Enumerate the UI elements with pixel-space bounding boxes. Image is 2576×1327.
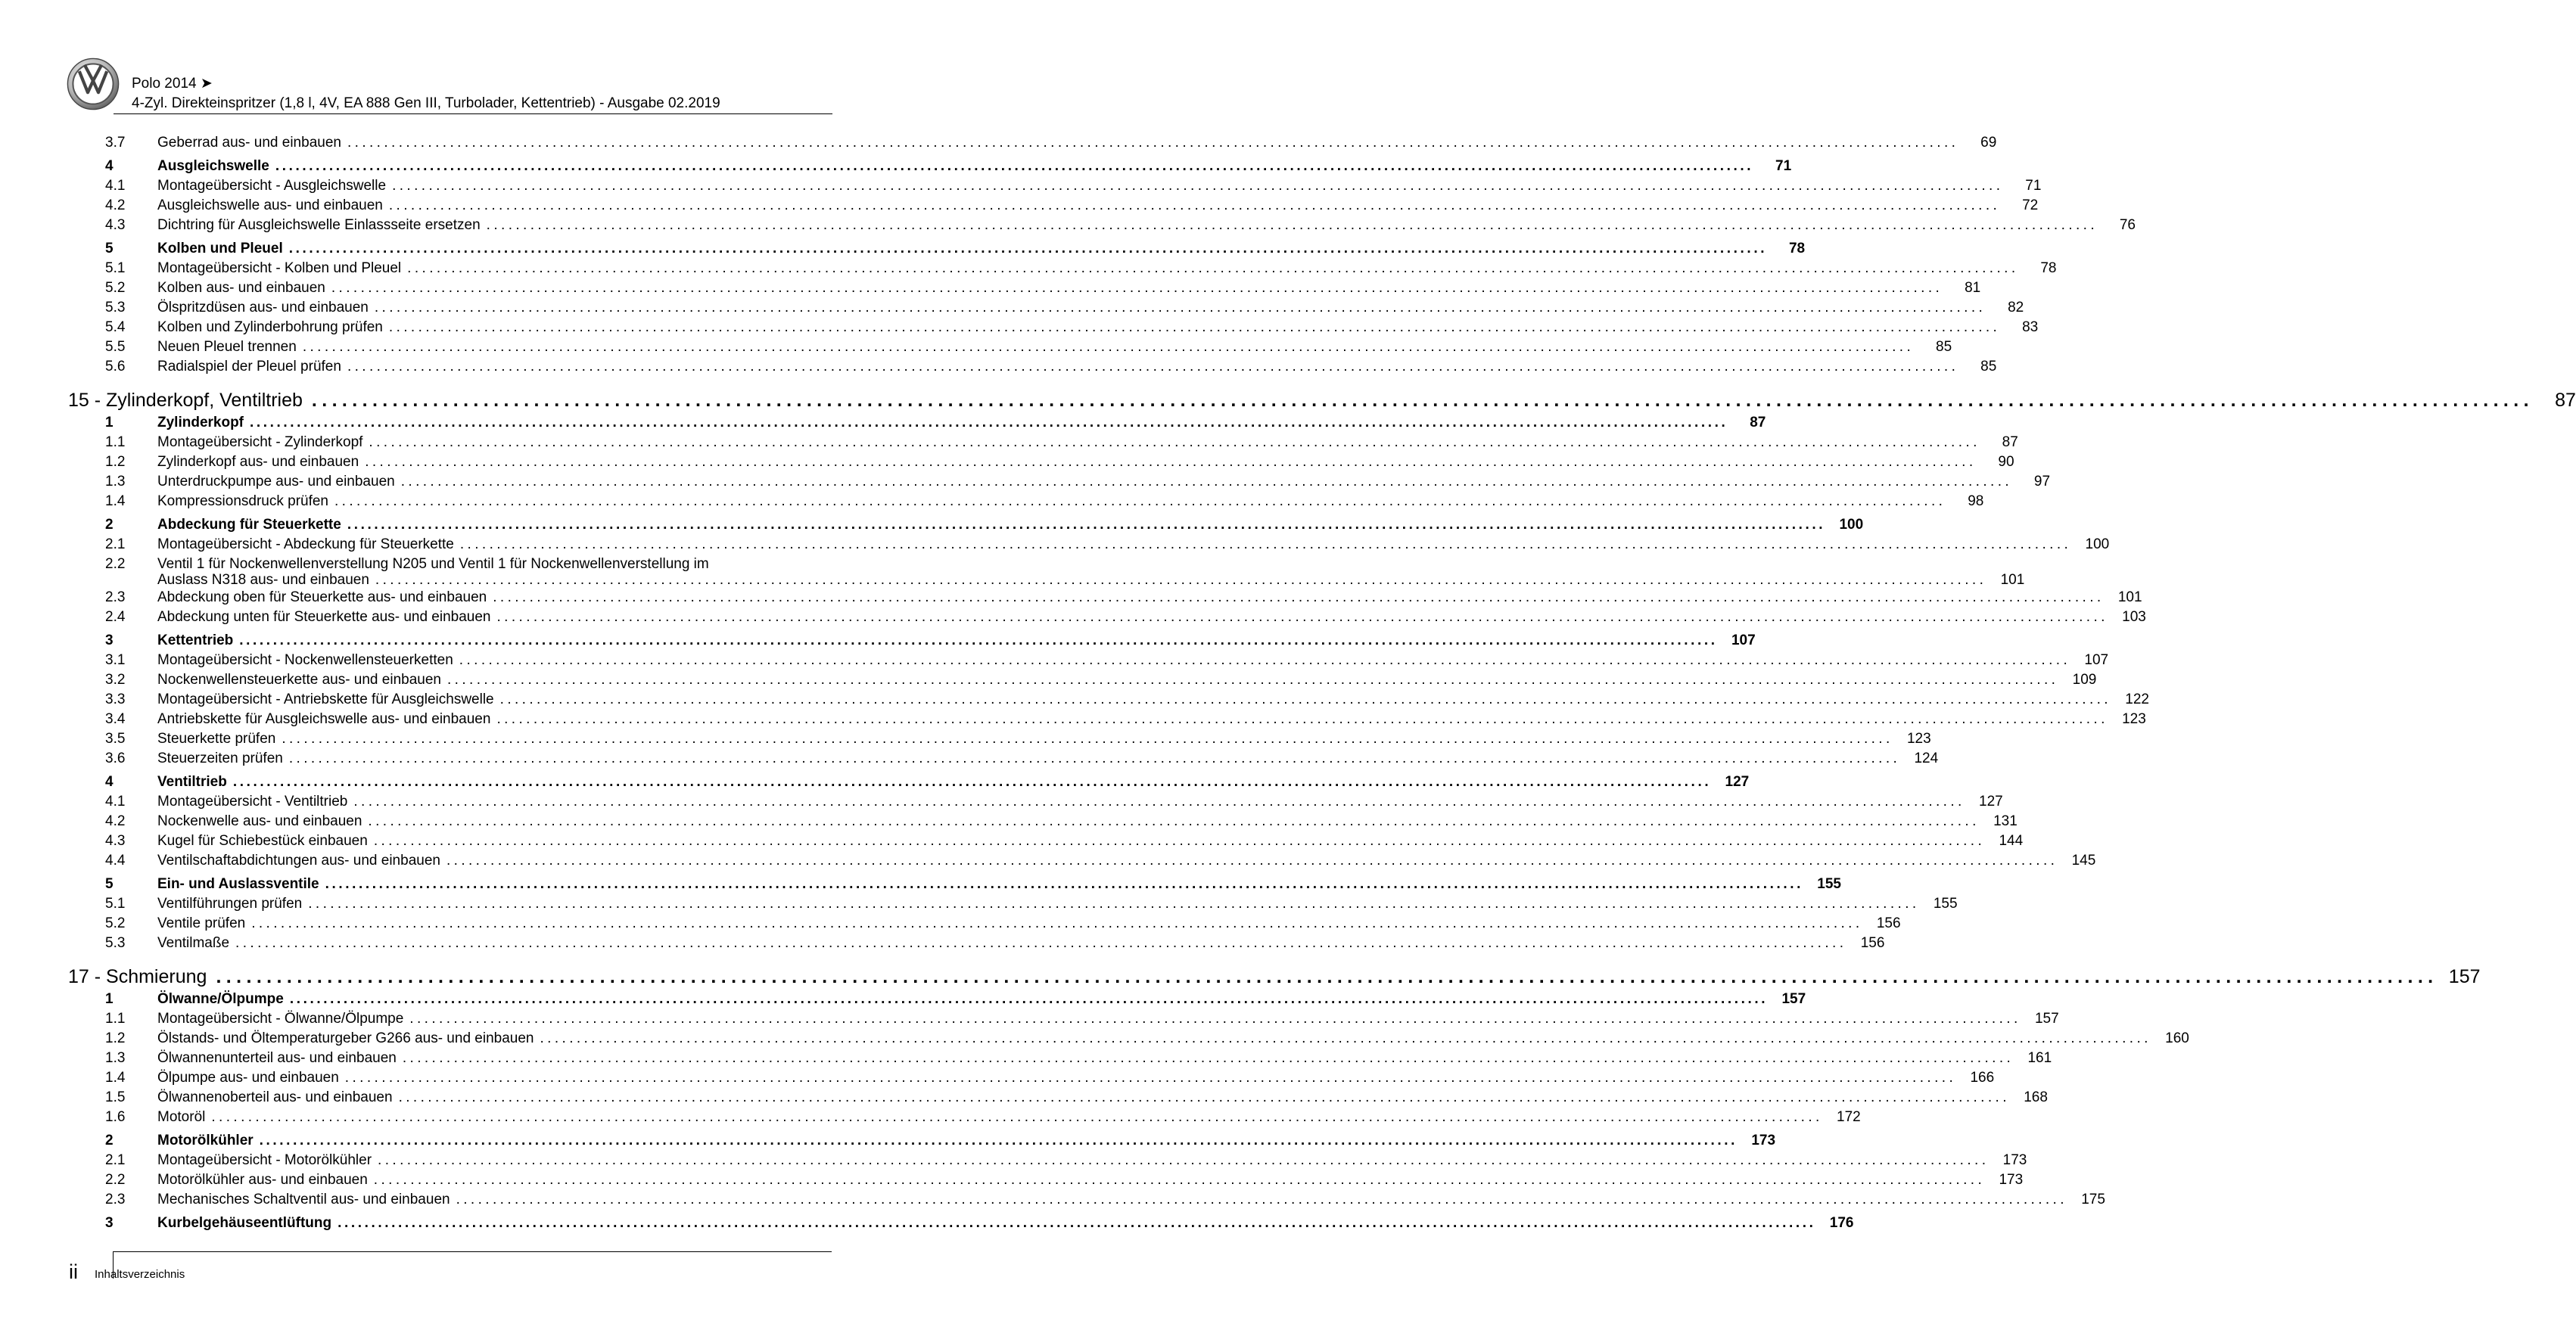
toc-number: 3.3 [105,691,126,707]
toc-leader-dots: ............................................................................................................................................................................................................................ [353,794,1965,810]
toc-leader-dots: ............................................................................................................................................................................................................................ [446,672,2059,688]
toc-leader-dots: ............................................................................................................................................................................................................................ [308,896,1920,912]
toc-title: Ventiltrieb [157,774,227,790]
toc-subsection[interactable] [105,589,2142,606]
toc-title: Montageübersicht - Ausgleichswelle [157,178,387,194]
toc-leader-dots: ............................................................................................................................................................................................................................ [239,632,1718,648]
toc-title: Ausgleichswelle aus- und einbauen [157,197,383,213]
toc-page-number: 156 [1860,935,1885,951]
toc-title: Ölpumpe aus- und einbauen [157,1070,339,1086]
toc-leader-dots: ............................................................................................................................................................................................................................ [250,415,1728,430]
toc-subsection[interactable] [105,217,2136,234]
toc-title: Ventil 1 für Nockenwellenverstellung N205 und Ventil 1 für Nockenwellenverstellung im [157,556,709,572]
toc-leader-dots: ............................................................................................................................................................................................................................ [486,217,2098,233]
toc-number: 3.7 [105,135,126,151]
toc-page-number: 131 [1993,813,2018,829]
toc-title: Montageübersicht - Antriebskette für Ausgleichswelle [157,691,494,707]
toc-title: Abdeckung unten für Steuerkette aus- und einbauen [157,609,491,625]
toc-leader-dots: ............................................................................................................................................................................................................................ [347,135,1959,151]
toc-title: Abdeckung oben für Steuerkette aus- und einbauen [157,589,487,605]
toc-leader-dots: ............................................................................................................................................................................................................................ [496,711,2108,727]
header-subtitle: 4-Zyl. Direkteinspritzer (1,8 l, 4V, EA 888 Gen III, Turbolader, Kettentrieb) - Ausgabe 02.2019 [132,95,720,111]
toc-subsection[interactable] [105,1172,2024,1189]
toc-subsection[interactable] [105,1109,1861,1126]
toc-number: 4.4 [105,853,126,869]
toc-leader-dots: ............................................................................................................................................................................................................................ [459,652,2071,668]
toc-leader-dots: ............................................................................................................................................................................................................................ [259,1133,1738,1148]
toc-section[interactable] [105,415,1766,431]
toc-chapter[interactable] [68,389,2576,412]
toc-title: Motorölkühler [157,1133,254,1148]
toc-number: 3 [105,1215,114,1231]
toc-leader-dots: ............................................................................................................................................................................................................................ [392,178,2004,194]
toc-section[interactable] [105,991,1806,1008]
toc-title: Kettentrieb [157,632,234,648]
toc-chapter-title: 17 - Schmierung [68,966,207,987]
vw-logo-icon [67,57,120,110]
toc-leader-dots: ............................................................................................................................................................................................................................ [251,915,1863,931]
toc-number: 5.2 [105,915,126,931]
toc-title: Motorölkühler aus- und einbauen [157,1172,368,1188]
toc-subsection[interactable] [105,1152,2027,1169]
toc-leader-dots: ............................................................................................................................................................................................................................ [311,390,2534,411]
toc-subsection[interactable] [105,711,2146,728]
toc-title: Antriebskette für Ausgleichswelle aus- und einbauen [157,711,491,727]
toc-leader-dots: ............................................................................................................................................................................................................................ [288,241,1768,256]
toc-subsection[interactable] [105,915,1901,932]
toc-leader-dots: ............................................................................................................................................................................................................................ [409,1011,2021,1027]
toc-leader-dots: ............................................................................................................................................................................................................................ [402,1050,2014,1066]
toc-page-number: 90 [1998,454,2014,470]
toc-leader-dots: ............................................................................................................................................................................................................................ [288,751,1901,766]
toc-leader-dots: ............................................................................................................................................................................................................................ [302,339,1915,355]
toc-title-continued: Auslass N318 aus- und einbauen [157,572,369,588]
toc-leader-dots: ............................................................................................................................................................................................................................ [344,1070,1957,1086]
toc-leader-dots: ............................................................................................................................................................................................................................ [232,774,1712,790]
toc-subsection[interactable] [105,1070,1995,1086]
toc-subsection[interactable] [105,556,835,573]
toc-number: 3.1 [105,652,126,668]
toc-title: Ölspritzdüsen aus- und einbauen [157,300,369,315]
toc-subsection[interactable] [105,1192,2105,1208]
toc-number: 5.5 [105,339,126,355]
toc-number: 1.4 [105,493,126,509]
toc-page-number: 123 [1906,731,1931,747]
toc-leader-dots: ............................................................................................................................................................................................................................ [368,813,1980,829]
toc-page-number: 87 [2002,434,2018,450]
toc-page-number: 157 [1781,991,1806,1007]
toc-title: Neuen Pleuel trennen [157,339,297,355]
toc-title: Motoröl [157,1109,206,1125]
toc-title: Ventilmaße [157,935,230,951]
toc-number: 4.2 [105,813,126,829]
toc-title: Zylinderkopf aus- und einbauen [157,454,359,470]
toc-subsection[interactable] [105,260,2057,277]
toc-number: 4.1 [105,178,126,194]
toc-page-number: 87 [2555,390,2576,411]
toc-title: Nockenwellensteuerkette aus- und einbauen [157,672,441,688]
toc-title: Geberrad aus- und einbauen [157,135,341,151]
toc-leader-dots: ............................................................................................................................................................................................................................ [493,589,2105,605]
toc-page-number: 176 [1829,1215,1854,1231]
toc-subsection[interactable] [105,935,1885,952]
toc-page-number: 85 [1980,359,1997,374]
toc-subsection[interactable] [105,794,2003,810]
toc-page-number: 107 [1731,632,1756,648]
toc-section[interactable] [105,876,1841,893]
toc-number: 5.3 [105,300,126,315]
toc-number: 1.3 [105,474,126,489]
toc-subsection[interactable] [105,280,1981,297]
toc-title: Zylinderkopf [157,415,244,430]
toc-page-number: 109 [2072,672,2097,688]
toc-subsection[interactable] [105,536,2110,553]
toc-title: Ventile prüfen [157,915,246,931]
toc-title: Ölstands- und Öltemperaturgeber G266 aus- und einbauen [157,1030,534,1046]
footer-label: Inhaltsverzeichnis [95,1268,185,1281]
toc-number: 5.1 [105,260,126,276]
toc-number: 1.5 [105,1089,126,1105]
toc-leader-dots: ............................................................................................................................................................................................................................ [496,609,2108,625]
toc-leader-dots: ............................................................................................................................................................................................................................ [456,1192,2067,1207]
toc-number: 3 [105,632,114,648]
toc-title: Steuerzeiten prüfen [157,751,283,766]
toc-leader-dots: ............................................................................................................................................................................................................................ [446,853,2058,869]
toc-page-number: 81 [1965,280,1981,296]
toc-title: Ventilführungen prüfen [157,896,303,912]
toc-number: 4.3 [105,833,126,849]
toc-subsection[interactable] [105,833,2024,850]
toc-page-number: 101 [2117,589,2142,605]
toc-subsection[interactable] [105,493,1984,510]
toc-number: 3.5 [105,731,126,747]
toc-subsection[interactable] [105,1011,2059,1027]
toc-leader-dots: ............................................................................................................................................................................................................................ [331,280,1943,296]
toc-title: Unterdruckpumpe aus- und einbauen [157,474,395,489]
toc-number: 5.3 [105,935,126,951]
toc-page-number: 72 [2022,197,2039,213]
toc-title: Ventilschaftabdichtungen aus- und einbauen [157,853,440,869]
toc-subsection[interactable] [105,691,2149,708]
toc-leader-dots: ............................................................................................................................................................................................................................ [347,517,1826,533]
toc-leader-dots: ............................................................................................................................................................................................................................ [459,536,2072,552]
toc-page-number: 97 [2033,474,2051,489]
toc-leader-dots: ............................................................................................................................................................................................................................ [275,158,1754,174]
toc-subsection[interactable] [105,339,1952,356]
toc-chapter[interactable] [68,965,2481,988]
toc-page-number: 71 [1775,158,1792,174]
toc-number: 2.2 [105,556,126,572]
toc-page-number: 69 [1980,135,1997,151]
toc-subsection[interactable] [105,672,2097,688]
toc-title: Nockenwelle aus- und einbauen [157,813,362,829]
toc-title: Kompressionsdruck prüfen [157,493,328,509]
toc-page-number: 156 [1876,915,1901,931]
toc-number: 3.4 [105,711,126,727]
toc-page-number: 157 [2448,966,2481,987]
toc-number: 1 [105,415,114,430]
toc-number: 1.1 [105,1011,126,1027]
toc-number: 4.1 [105,794,126,810]
toc-title: Ölwanne/Ölpumpe [157,991,284,1007]
toc-page-number: 173 [2002,1152,2027,1168]
toc-number: 2.1 [105,536,126,552]
toc-section[interactable] [105,1215,1854,1232]
toc-leader-dots: ............................................................................................................................................................................................................................ [325,876,1803,892]
toc-leader-dots: ............................................................................................................................................................................................................................ [347,359,1959,374]
toc-number: 4 [105,774,114,790]
toc-title: Ölwannenunterteil aus- und einbauen [157,1050,397,1066]
toc-subsection[interactable] [105,853,2096,869]
toc-leader-dots: ............................................................................................................................................................................................................................ [388,319,2001,335]
toc-number: 1.2 [105,1030,126,1046]
toc-number: 1.1 [105,434,126,450]
toc-section[interactable] [105,632,1756,649]
toc-number: 2.3 [105,589,126,605]
toc-section[interactable] [105,517,1864,533]
toc-subsection[interactable] [105,197,2039,214]
toc-number: 4.3 [105,217,126,233]
toc-title: Montageübersicht - Ventiltrieb [157,794,348,810]
toc-page-number: 155 [1933,896,1958,912]
toc-page-number: 155 [1817,876,1841,892]
toc-number: 5.2 [105,280,126,296]
toc-number: 5 [105,876,114,892]
toc-title: Kolben und Pleuel [157,241,283,256]
toc-page-number: 85 [1936,339,1952,355]
toc-page-number: 107 [2084,652,2109,668]
toc-title: Montageübersicht - Abdeckung für Steuerkette [157,536,454,552]
toc-page-number: 127 [1979,794,2003,810]
toc-section[interactable] [105,158,1792,175]
toc-title: Radialspiel der Pleuel prüfen [157,359,341,374]
toc-subsection[interactable] [105,652,2109,669]
toc-title: Dichtring für Ausgleichswelle Einlassseite ersetzen [157,217,481,233]
header-model: Polo 2014 ➤ [132,76,213,92]
toc-leader-dots: ............................................................................................................................................................................................................................ [282,731,1893,747]
toc-leader-dots: ............................................................................................................................................................................................................................ [369,434,1980,450]
toc-subsection[interactable] [105,1089,2048,1106]
toc-page-number: 124 [1914,751,1939,766]
toc-page-number: 76 [2119,217,2136,233]
toc-page-number: 172 [1837,1109,1861,1125]
toc-subsection[interactable] [105,178,2042,194]
toc-leader-dots: ............................................................................................................................................................................................................................ [388,197,2001,213]
toc-page-number: 166 [1970,1070,1995,1086]
toc-number: 2.2 [105,1172,126,1188]
toc-chapter-title: 15 - Zylinderkopf, Ventiltrieb [68,390,303,411]
toc-title: Abdeckung für Steuerkette [157,517,341,533]
toc-page-number: 71 [2025,178,2042,194]
toc-leader-dots: ............................................................................................................................................................................................................................ [407,260,2019,276]
toc-subsection[interactable] [105,609,2146,626]
toc-subsection[interactable] [105,300,2024,316]
toc-number: 2 [105,517,114,533]
toc-number: 3.6 [105,751,126,766]
toc-number: 1.6 [105,1109,126,1125]
toc-page-number: 123 [2122,711,2146,727]
toc-title: Mechanisches Schaltventil aus- und einbauen [157,1192,450,1207]
toc-page-number: 175 [2081,1192,2105,1207]
toc-title: Montageübersicht - Motorölkühler [157,1152,372,1168]
toc-leader-dots: ............................................................................................................................................................................................................................ [398,1089,2010,1105]
toc-leader-dots: ............................................................................................................................................................................................................................ [338,1215,1816,1231]
toc-title: Kolben und Zylinderbohrung prüfen [157,319,383,335]
toc-page-number: 82 [2008,300,2024,315]
toc-title: Montageübersicht - Zylinderkopf [157,434,363,450]
toc-leader-dots: ............................................................................................................................................................................................................................ [334,493,1946,509]
toc-page-number: 122 [2125,691,2149,707]
toc-subsection[interactable] [105,474,2051,490]
toc-subsection[interactable] [105,434,2018,451]
toc-number: 2.1 [105,1152,126,1168]
toc-page-number: 78 [2040,260,2057,276]
toc-leader-dots: ............................................................................................................................................................................................................................ [374,300,1986,315]
toc-leader-dots: ............................................................................................................................................................................................................................ [289,991,1769,1007]
toc-subsection[interactable] [105,896,1958,912]
toc-number: 1.2 [105,454,126,470]
toc-subsection[interactable] [105,135,1997,151]
toc-page-number: 145 [2071,853,2096,869]
toc-number: 1.3 [105,1050,126,1066]
toc-title: Montageübersicht - Nockenwellensteuerketten [157,652,453,668]
toc-page-number: 87 [1750,415,1766,430]
toc-title: Ölwannenoberteil aus- und einbauen [157,1089,393,1105]
toc-page-number: 101 [2000,572,2025,588]
toc-page-number: 173 [1999,1172,2024,1188]
toc-title: Ausgleichswelle [157,158,269,174]
toc-subsection[interactable] [105,731,1931,747]
toc-page-number: 100 [2085,536,2110,552]
toc-title: Kolben aus- und einbauen [157,280,325,296]
toc-number: 2.3 [105,1192,126,1207]
toc-number: 5.4 [105,319,126,335]
toc-page-number: 168 [2024,1089,2048,1105]
toc-subsection[interactable] [105,751,1939,767]
toc-page-number: 161 [2027,1050,2052,1066]
toc-section[interactable] [105,1133,1776,1149]
toc-page-number: 103 [2122,609,2146,625]
toc-leader-dots: ............................................................................................................................................................................................................................ [400,474,2013,489]
toc-page-number: 173 [1751,1133,1776,1148]
toc-number: 1.4 [105,1070,126,1086]
toc-leader-dots: ............................................................................................................................................................................................................................ [378,1152,1990,1168]
toc-number: 2 [105,1133,114,1148]
toc-title: Montageübersicht - Ölwanne/Ölpumpe [157,1011,404,1027]
toc-section[interactable] [105,774,1750,791]
toc-page-number: 157 [2034,1011,2059,1027]
toc-leader-dots: ............................................................................................................................................................................................................................ [373,1172,1986,1188]
toc-leader-dots: ............................................................................................................................................................................................................................ [375,572,1987,588]
toc-title: Steuerkette prüfen [157,731,276,747]
toc-number: 3.2 [105,672,126,688]
toc-number: 4 [105,158,114,174]
toc-number: 5.1 [105,896,126,912]
toc-subsection[interactable] [105,1030,2189,1047]
toc-subsection[interactable] [105,359,1997,375]
toc-page-number: 98 [1968,493,1984,509]
toc-number: 4.2 [105,197,126,213]
toc-leader-dots: ............................................................................................................................................................................................................................ [235,935,1847,951]
toc-page-number: 78 [1788,241,1806,256]
toc-leader-dots: ............................................................................................................................................................................................................................ [373,833,1986,849]
toc-number: 1 [105,991,114,1007]
toc-page-number: 144 [1999,833,2024,849]
toc-title: Montageübersicht - Kolben und Pleuel [157,260,402,276]
header-divider [114,113,832,114]
toc-subsection[interactable] [105,813,2018,830]
toc-leader-dots: ............................................................................................................................................................................................................................ [216,966,2438,987]
toc-number: 2.4 [105,609,126,625]
toc-leader-dots: ............................................................................................................................................................................................................................ [499,691,2111,707]
toc-page-number: 83 [2022,319,2039,335]
toc-subsection-continuation[interactable] [105,572,2025,589]
toc-title: Kugel für Schiebestück einbauen [157,833,368,849]
toc-subsection[interactable] [105,319,2039,336]
toc-title: Kurbelgehäuseentlüftung [157,1215,332,1231]
toc-page-number: 160 [2165,1030,2189,1046]
toc-title: Ein- und Auslassventile [157,876,319,892]
page-number: ii [69,1260,78,1283]
toc-page-number: 127 [1725,774,1750,790]
toc-leader-dots: ............................................................................................................................................................................................................................ [211,1109,1823,1125]
toc-subsection[interactable] [105,454,2014,471]
toc-leader-dots: ............................................................................................................................................................................................................................ [365,454,1977,470]
toc-section[interactable] [105,241,1806,257]
toc-number: 5 [105,241,114,256]
toc-leader-dots: ............................................................................................................................................................................................................................ [540,1030,2151,1046]
toc-subsection[interactable] [105,1050,2052,1067]
toc-number: 5.6 [105,359,126,374]
footer-divider [113,1251,832,1252]
toc-page-number: 100 [1839,517,1864,533]
